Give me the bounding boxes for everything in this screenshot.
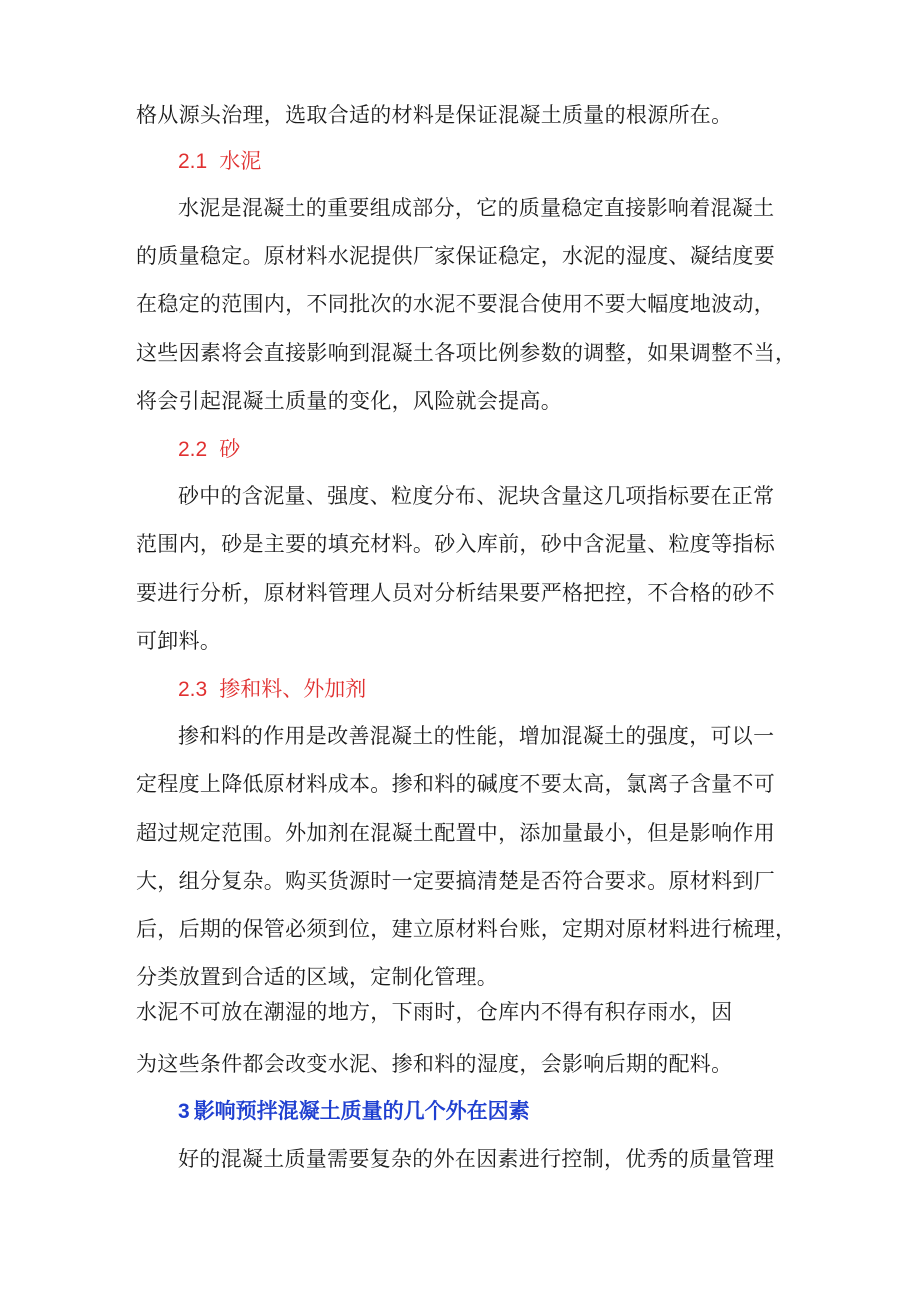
section-title: 掺和料、外加剂 [219,677,367,701]
paragraph-line: 在稳定的范围内，不同批次的水泥不要混合使用不要大幅度地波动， [136,292,775,316]
paragraph-line: 水泥不可放在潮湿的地方，下雨时，仓库内不得有积存雨水，因 [136,1000,733,1024]
section-number: 2.1 [178,150,208,173]
section-title: 水泥 [219,149,262,173]
paragraph-line: 超过规定范围。外加剂在混凝土配置中，添加量最小，但是影响作用 [136,821,775,845]
paragraph-line: 砂中的含泥量、强度、粒度分布、泥块含量这几项指标要在正常 [178,484,775,508]
paragraph-line: 大，组分复杂。购买货源时一定要搞清楚是否符合要求。原材料到厂 [136,869,775,893]
section-title: 影响预拌混凝土质量的几个外在因素 [193,1099,530,1123]
paragraph-line: 分类放置到合适的区域，定制化管理。 [136,965,499,989]
paragraph-line: 可卸料。 [136,629,222,653]
paragraph-line: 的质量稳定。原材料水泥提供厂家保证稳定，水泥的湿度、凝结度要 [136,244,775,268]
paragraph-line: 要进行分析，原材料管理人员对分析结果要严格把控，不合格的砂不 [136,581,775,605]
section-heading-2-1 [178,146,261,177]
section-title: 砂 [219,437,241,461]
paragraph-line: 后，后期的保管必须到位，建立原材料台账，定期对原材料进行梳理， [136,917,797,941]
paragraph-line: 水泥是混凝土的重要组成部分，它的质量稳定直接影响着混凝土 [178,196,775,220]
section-heading-2-2 [178,434,240,465]
section-heading-3 [178,1096,530,1127]
section-heading-2-3 [178,674,366,705]
paragraph-line: 掺和料的作用是改善混凝土的性能，增加混凝土的强度，可以一 [178,724,775,748]
paragraph-line: 为这些条件都会改变水泥、掺和料的湿度，会影响后期的配料。 [136,1052,733,1076]
paragraph-line: 好的混凝土质量需要复杂的外在因素进行控制，优秀的质量管理 [178,1147,775,1171]
section-number: 2.2 [178,438,208,461]
paragraph-line: 将会引起混凝土质量的变化，风险就会提高。 [136,389,562,413]
paragraph-line: 格从源头治理，选取合适的材料是保证混凝土质量的根源所在。 [136,103,733,127]
section-number: 2.3 [178,678,208,701]
paragraph-line: 这些因素将会直接影响到混凝土各项比例参数的调整，如果调整不当， [136,341,797,365]
paragraph-line: 定程度上降低原材料成本。掺和料的碱度不要太高，氯离子含量不可 [136,772,775,796]
paragraph-line: 范围内，砂是主要的填充材料。砂入库前，砂中含泥量、粒度等指标 [136,532,775,556]
section-number: 3 [178,1100,190,1123]
